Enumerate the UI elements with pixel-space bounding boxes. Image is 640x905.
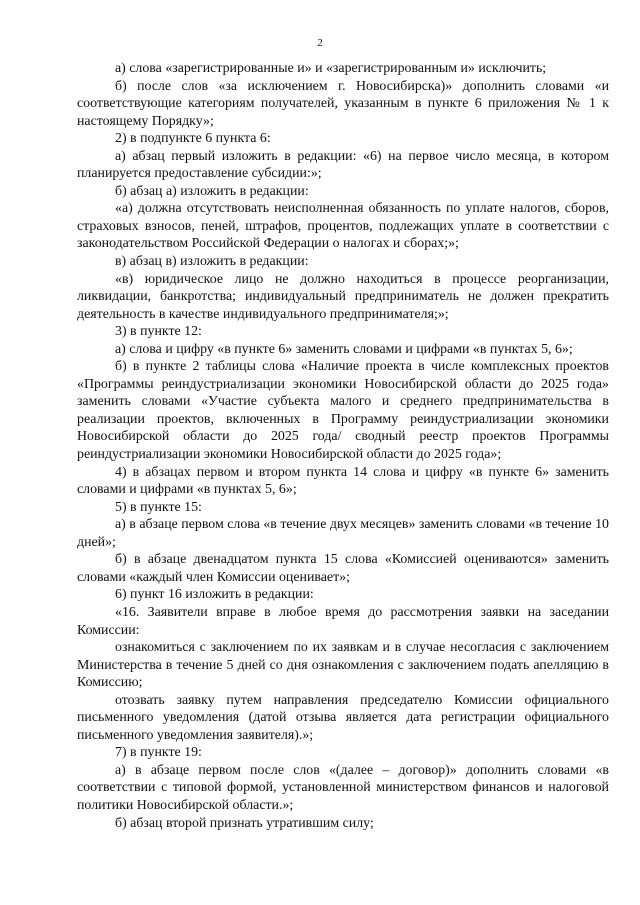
paragraph: б) в абзаце двенадцатом пункта 15 слова «Комиссией оцениваются» заменить словами «каждый член Комиссии оценивает»;: [77, 552, 609, 585]
paragraph: 7) в пункте 19:: [115, 745, 202, 761]
paragraph: «а) должна отсутствовать неисполненная обязанность по уплате налогов, сборов, страховых взносов, пеней, штрафов, процентов, подлежащих уплате в соответствии с законодательством Российской Федерации о налогах и сборах;»;: [77, 201, 609, 252]
paragraph: отозвать заявку путем направления председателю Комиссии официального письменного уведомления (датой отзыва является дата регистрации официального письменного уведомления заявителя).»;: [77, 692, 609, 743]
paragraph: в) абзац в) изложить в редакции:: [115, 254, 309, 270]
paragraph: а) в абзаце первом после слов «(далее – договор)» дополнить словами «в соответствии с типовой формой, установленной министерством финансов и налоговой политики Новосибирской области.»;: [77, 762, 609, 813]
paragraph: а) абзац первый изложить в редакции: «6) на первое число месяца, в котором планируется предоставление субсидии:»;: [77, 148, 609, 182]
paragraph: б) в пункте 2 таблицы слова «Наличие проекта в числе комплексных проектов «Программы реиндустриализации экономики Новосибирской области до 2025 года» заменить словами «Участие субъекта малого и среднего предпринимательства в реализации проектов, включенных в Программу реиндустриализации экономики Новосибирской области до 2025 года/ сводный реестр проектов Программы реиндустриализации экономики Новосибирской области до 2025 года»;: [77, 359, 609, 463]
paragraph: 4) в абзацах первом и втором пункта 14 слова и цифру «в пункте 6» заменить словами и цифрами «в пунктах 5, 6»;: [77, 464, 609, 498]
paragraph: б) после слов «за исключением г. Новосибирска)» дополнить словами «и соответствующие категориям получателей, указанным в пункте 6 приложения № 1 к настоящему Порядку»;: [77, 78, 609, 129]
paragraph: 2) в подпункте 6 пункта 6:: [115, 131, 271, 147]
paragraph: «в) юридическое лицо не должно находиться в процессе реорганизации, ликвидации, банкротства; индивидуальный предприниматель не должен прекратить деятельность в качестве индивидуального предпринимателя;»;: [77, 271, 609, 322]
paragraph: а) слова «зарегистрированные и» и «зарегистрированным и» исключить;: [115, 61, 547, 76]
page-number: 2: [317, 37, 323, 49]
paragraph: 6) пункт 16 изложить в редакции:: [115, 587, 314, 603]
paragraph: б) абзац второй признать утратившим силу;: [115, 815, 374, 831]
paragraph: б) абзац а) изложить в редакции:: [115, 183, 309, 199]
paragraph: 5) в пункте 15:: [115, 499, 202, 515]
paragraph: «16. Заявители вправе в любое время до рассмотрения заявки на заседании Комиссии:: [77, 604, 609, 638]
paragraph: а) слова и цифру «в пункте 6» заменить словами и цифрами «в пунктах 5, 6»;: [115, 341, 573, 357]
document-body: [77, 60, 609, 832]
paragraph: ознакомиться с заключением по их заявкам и в случае несогласия с заключением Министерства в течение 5 дней со дня ознакомления с заключением подать апелляцию в Комиссию;: [77, 640, 609, 691]
paragraph: а) в абзаце первом слова «в течение двух месяцев» заменить словами «в течение 10 дней»;: [77, 517, 609, 550]
paragraph: 3) в пункте 12:: [115, 324, 202, 340]
